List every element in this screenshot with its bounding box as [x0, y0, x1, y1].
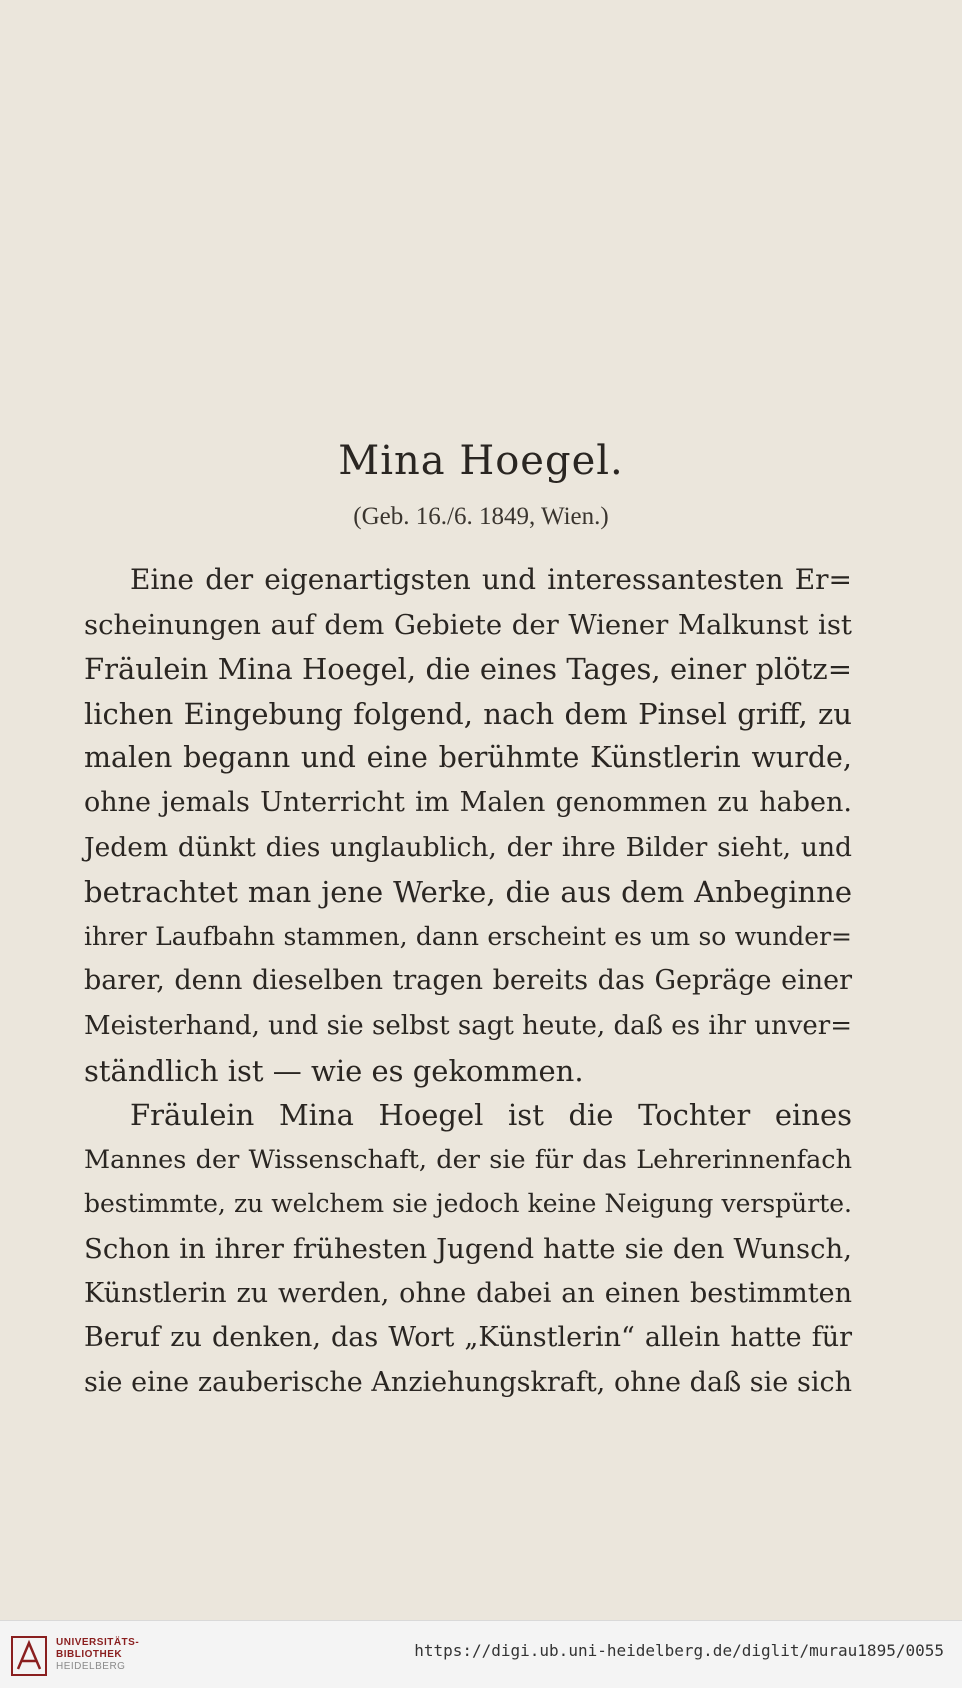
library-logo-text [56, 1637, 139, 1673]
page-subtitle: (Geb. 16./6. 1849, Wien.) [353, 503, 609, 530]
text-line: lichen Eingebung folgend, nach dem Pinsel griff, zu [84, 696, 852, 731]
text-line: malen begann und eine berühmte Künstlerin wurde, [84, 741, 852, 775]
text-line: sie eine zauberische Anziehungskraft, ohne daß sie sich [84, 1366, 852, 1398]
text-line: Künstlerin zu werden, ohne dabei an einen bestimmten [84, 1277, 852, 1309]
text-line: ständlich ist — wie es gekommen. [84, 1053, 584, 1088]
page-title: Mina Hoegel. [338, 438, 624, 484]
source-url-link[interactable]: https://digi.ub.uni-heidelberg.de/diglit/murau1895/0055 [414, 1641, 944, 1660]
text-line: barer, denn dieselben tragen bereits das Gepräge einer [84, 965, 852, 997]
text-line: ihrer Laufbahn stammen, dann erscheint es um so wunder= [84, 921, 852, 951]
footer-bar [0, 1620, 962, 1688]
text-line: Schon in ihrer frühesten Jugend hatte sie den Wunsch, [84, 1232, 852, 1265]
university-seal-icon [10, 1635, 48, 1677]
logo-line: HEIDELBERG [56, 1661, 126, 1672]
text-line: Beruf zu denken, das Wort „Künstlerin“ allein hatte für [84, 1322, 852, 1354]
text-line: scheinungen auf dem Gebiete der Wiener Malkunst ist [84, 608, 852, 641]
text-line: betrachtet man jene Werke, die aus dem Anbeginne [84, 875, 852, 910]
logo-line: BIBLIOTHEK [56, 1649, 123, 1660]
text-line: bestimmte, zu welchem sie jedoch keine Neigung verspürte. [84, 1189, 852, 1219]
text-line: Fräulein Mina Hoegel, die eines Tages, einer plötz= [84, 652, 852, 687]
text-line: Fräulein Mina Hoegel ist die Tochter eines [130, 1098, 852, 1133]
text-line: Jedem dünkt dies unglaublich, der ihre Bilder sieht, und [84, 831, 852, 863]
logo-line: UNIVERSITÄTS- [56, 1637, 140, 1648]
text-line: Eine der eigenartigsten und interessantesten Er= [130, 563, 852, 596]
text-line: Mannes der Wissenschaft, der sie für das Lehrerinnenfach [84, 1144, 852, 1175]
text-line: Meisterhand, und sie selbst sagt heute, daß es ihr unver= [84, 1010, 852, 1041]
body-text [84, 558, 852, 1405]
text-line: ohne jemals Unterricht im Malen genommen zu haben. [84, 786, 852, 818]
